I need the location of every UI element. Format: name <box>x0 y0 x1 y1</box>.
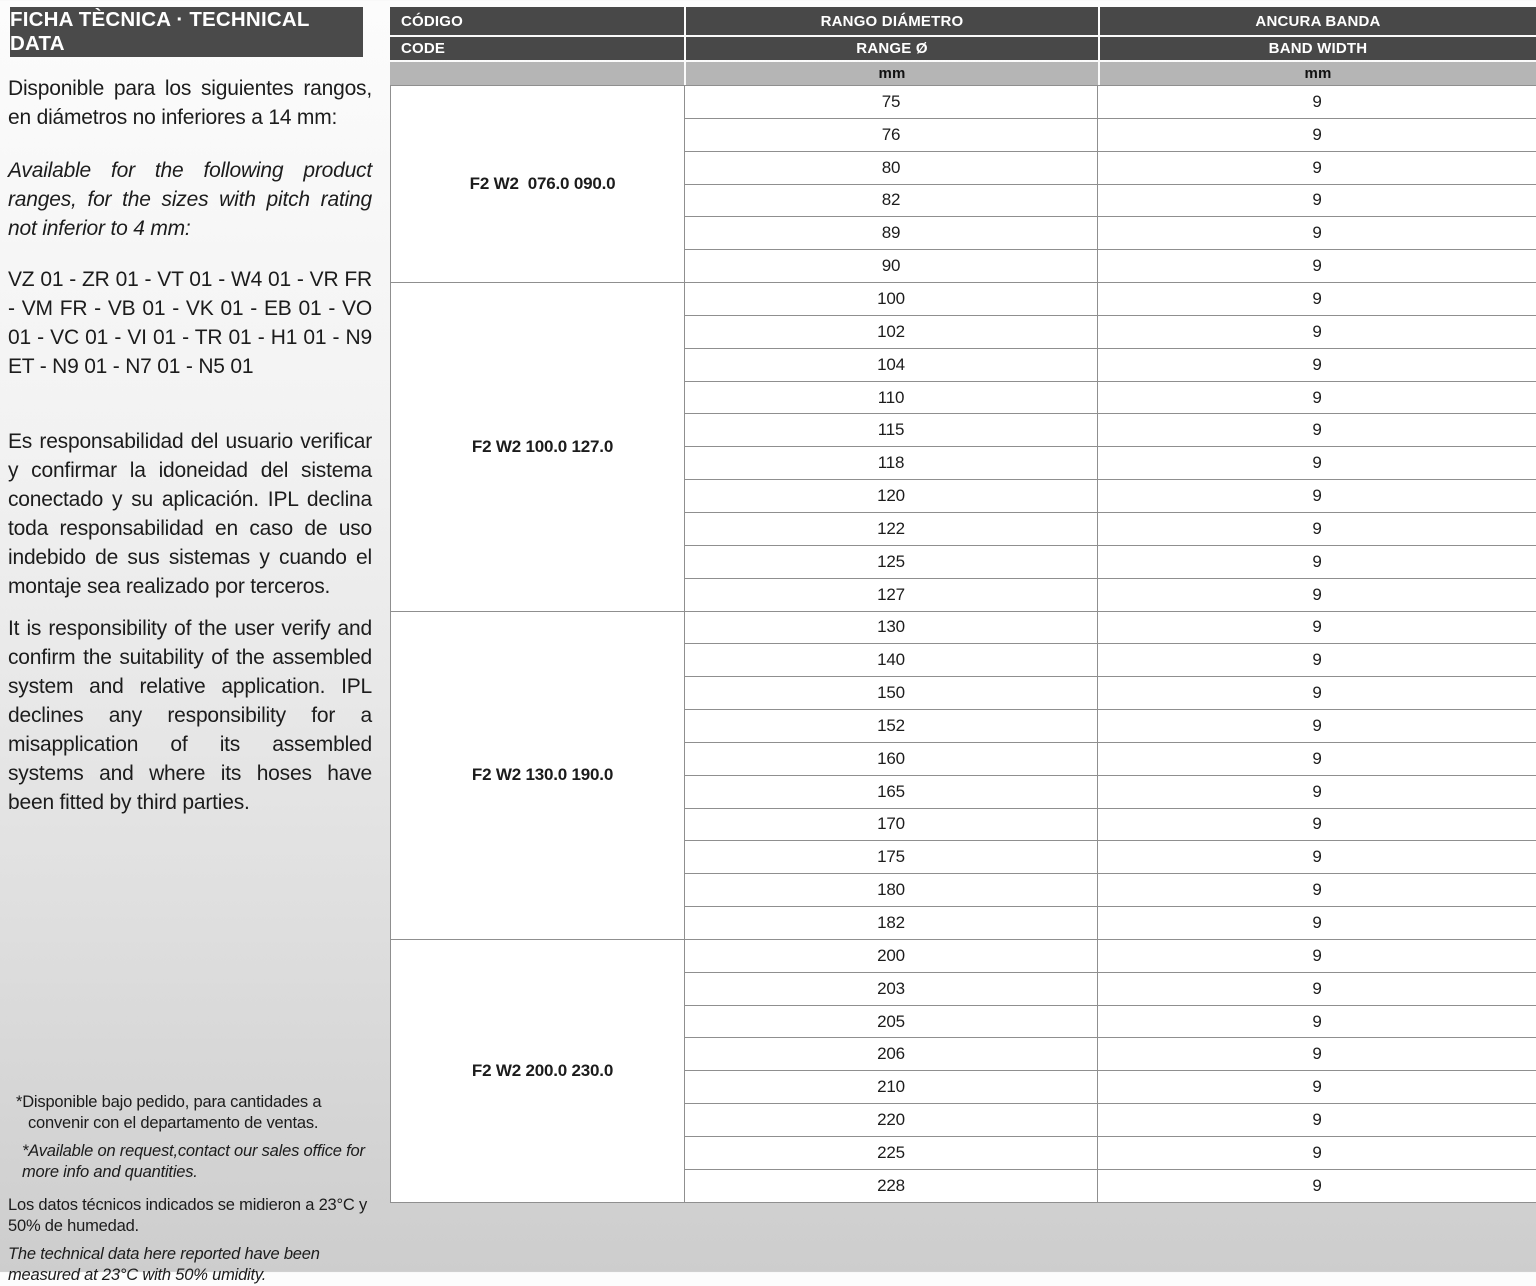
diameter-cell: 203 <box>685 972 1098 1005</box>
diameter-cell: 200 <box>685 939 1098 972</box>
bandwidth-cell: 9 <box>1098 1169 1536 1202</box>
bandwidth-cell: 9 <box>1098 644 1536 677</box>
diameter-cell: 180 <box>685 874 1098 907</box>
units-mm-band: mm <box>1100 62 1536 85</box>
bandwidth-cell: 9 <box>1098 217 1536 250</box>
header-code: CODE <box>390 37 684 60</box>
diameter-cell: 160 <box>685 742 1098 775</box>
bandwidth-cell: 9 <box>1098 972 1536 1005</box>
footnote-measured-en: The technical data here reported have been measured at 23°C with 50% umidity. <box>8 1244 386 1286</box>
units-mm-range: mm <box>686 62 1098 85</box>
diameter-cell: 125 <box>685 545 1098 578</box>
bandwidth-cell: 9 <box>1098 480 1536 513</box>
bandwidth-cell: 9 <box>1098 874 1536 907</box>
diameter-cell: 210 <box>685 1071 1098 1104</box>
diameter-cell: 175 <box>685 841 1098 874</box>
data-table <box>390 7 1536 1203</box>
page-title: FICHA TÈCNICA · TECHNICAL DATA <box>10 8 363 56</box>
code-cell: F2 W2 076.0 090.0 <box>391 86 685 283</box>
diameter-cell: 228 <box>685 1169 1098 1202</box>
bandwidth-cell: 9 <box>1098 775 1536 808</box>
sidebar <box>8 7 372 817</box>
diameter-cell: 110 <box>685 381 1098 414</box>
diameter-cell: 102 <box>685 315 1098 348</box>
bandwidth-cell: 9 <box>1098 118 1536 151</box>
product-ranges-list: VZ 01 - ZR 01 - VT 01 - W4 01 - VR FR - VM FR - VB 01 - VK 01 - EB 01 - VO 01 - VC 01 - VI 01 - TR 01 - H1 01 - N9 ET - N9 01 - N7 01 - N5 01 <box>8 265 372 381</box>
header-codigo: CÓDIGO <box>390 7 684 35</box>
bandwidth-cell: 9 <box>1098 315 1536 348</box>
diameter-cell: 76 <box>685 118 1098 151</box>
bandwidth-cell: 9 <box>1098 808 1536 841</box>
diameter-cell: 150 <box>685 677 1098 710</box>
bandwidth-cell: 9 <box>1098 184 1536 217</box>
header-rango-diametro: RANGO DIÁMETRO <box>686 7 1098 35</box>
bandwidth-cell: 9 <box>1098 1038 1536 1071</box>
diameter-cell: 100 <box>685 283 1098 316</box>
header-range: RANGE Ø <box>686 37 1098 60</box>
diameter-cell: 152 <box>685 710 1098 743</box>
intro-paragraph-es: Disponible para los siguientes rangos, en diámetros no inferiores a 14 mm: <box>8 74 372 132</box>
bandwidth-cell: 9 <box>1098 578 1536 611</box>
header-band-width: BAND WIDTH <box>1100 37 1536 60</box>
diameter-cell: 118 <box>685 447 1098 480</box>
diameter-cell: 82 <box>685 184 1098 217</box>
diameter-cell: 205 <box>685 1005 1098 1038</box>
diameter-cell: 89 <box>685 217 1098 250</box>
bandwidth-cell: 9 <box>1098 250 1536 283</box>
header-ancura-banda: ANCURA BANDA <box>1100 7 1536 35</box>
table-row <box>391 611 1536 644</box>
diameter-cell: 80 <box>685 151 1098 184</box>
diameter-cell: 225 <box>685 1137 1098 1170</box>
bandwidth-cell: 9 <box>1098 677 1536 710</box>
table-body <box>391 86 1536 1203</box>
diameter-cell: 104 <box>685 348 1098 381</box>
bandwidth-cell: 9 <box>1098 283 1536 316</box>
diameter-cell: 170 <box>685 808 1098 841</box>
table-header-row-es <box>390 7 1536 37</box>
diameter-cell: 90 <box>685 250 1098 283</box>
diameter-cell: 220 <box>685 1104 1098 1137</box>
bandwidth-cell: 9 <box>1098 545 1536 578</box>
bandwidth-cell: 9 <box>1098 1137 1536 1170</box>
diameter-cell: 120 <box>685 480 1098 513</box>
bandwidth-cell: 9 <box>1098 841 1536 874</box>
diameter-cell: 130 <box>685 611 1098 644</box>
units-empty <box>390 62 684 85</box>
diameter-cell: 206 <box>685 1038 1098 1071</box>
bandwidth-cell: 9 <box>1098 348 1536 381</box>
bandwidth-cell: 9 <box>1098 611 1536 644</box>
code-cell: F2 W2 100.0 127.0 <box>391 283 685 611</box>
bandwidth-cell: 9 <box>1098 447 1536 480</box>
table-body-grid <box>390 85 1536 1203</box>
code-cell: F2 W2 200.0 230.0 <box>391 939 685 1202</box>
disclaimer-paragraph-es: Es responsabilidad del usuario verificar y confirmar la idoneidad del sistema conectado y su aplicación. IPL declina toda responsabilidad en caso de uso indebido de sus sistemas y cuando el montaje sea realizado por terceros. <box>8 427 372 601</box>
bandwidth-cell: 9 <box>1098 86 1536 119</box>
bandwidth-cell: 9 <box>1098 414 1536 447</box>
intro-paragraph-en: Available for the following product ranges, for the sizes with pitch rating not inferior to 4 mm: <box>8 156 372 243</box>
bandwidth-cell: 9 <box>1098 742 1536 775</box>
bandwidth-cell: 9 <box>1098 381 1536 414</box>
bandwidth-cell: 9 <box>1098 1005 1536 1038</box>
footnotes <box>8 1092 386 1286</box>
disclaimer-paragraph-en: It is responsibility of the user verify and confirm the suitability of the assembled system and relative application. IPL declines any responsibility for a misapplication of its assembled systems and where its hoses have been fitted by third parties. <box>8 614 372 817</box>
bandwidth-cell: 9 <box>1098 151 1536 184</box>
bandwidth-cell: 9 <box>1098 1104 1536 1137</box>
code-cell: F2 W2 130.0 190.0 <box>391 611 685 939</box>
sidebar-header-bar <box>10 7 363 57</box>
footnote-available-es: *Disponible bajo pedido, para cantidades a convenir con el departamento de ventas. <box>8 1092 386 1134</box>
bandwidth-cell: 9 <box>1098 512 1536 545</box>
diameter-cell: 182 <box>685 907 1098 940</box>
table-units-row <box>390 62 1536 85</box>
footnote-available-en: *Available on request,contact our sales office for more info and quantities. <box>8 1141 386 1183</box>
table-row <box>391 939 1536 972</box>
diameter-cell: 122 <box>685 512 1098 545</box>
bandwidth-cell: 9 <box>1098 710 1536 743</box>
table-row <box>391 283 1536 316</box>
diameter-cell: 75 <box>685 86 1098 119</box>
table-header-row-en <box>390 37 1536 62</box>
diameter-cell: 127 <box>685 578 1098 611</box>
diameter-cell: 115 <box>685 414 1098 447</box>
footnote-measured-es: Los datos técnicos indicados se midieron a 23°C y 50% de humedad. <box>8 1195 386 1237</box>
bandwidth-cell: 9 <box>1098 907 1536 940</box>
bandwidth-cell: 9 <box>1098 939 1536 972</box>
table-row <box>391 86 1536 119</box>
bandwidth-cell: 9 <box>1098 1071 1536 1104</box>
diameter-cell: 140 <box>685 644 1098 677</box>
diameter-cell: 165 <box>685 775 1098 808</box>
